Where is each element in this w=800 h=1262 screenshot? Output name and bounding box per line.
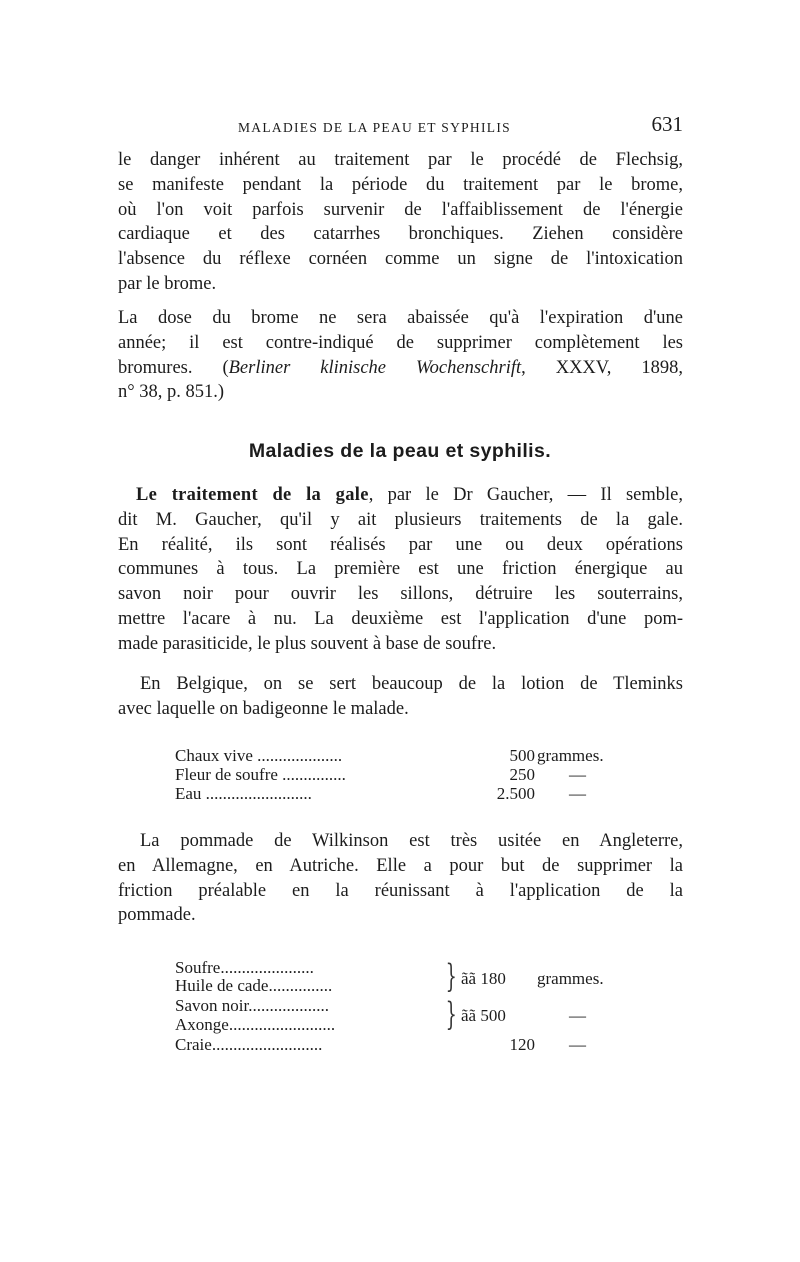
text-line: En Belgique, on se sert beaucoup de la lotion de Tleminks — [140, 674, 683, 694]
ingredient-unit: grammes. — [537, 746, 604, 765]
runin-rest: , par le Dr Gaucher, — Il semble, — [368, 485, 683, 505]
ingredient-amount: ãã 500 — [461, 1006, 506, 1025]
paragraph-belgium-lotion — [118, 672, 683, 722]
text-line: le danger inhérent au traitement par le procédé de Flechsig, — [118, 150, 683, 170]
ingredient-name: Craie.......................... — [175, 1035, 323, 1054]
recipe-wilkinson-ointment — [175, 958, 645, 1058]
ingredient-name: Eau ......................... — [175, 784, 312, 803]
ingredient-amount: 2.500 — [496, 784, 535, 803]
recipe-tleminks-lotion — [175, 746, 645, 816]
text-line: se manifeste pendant la période du traitement par le brome, — [118, 174, 683, 195]
citation-prefix: bromures. ( — [118, 357, 229, 378]
text-line: La pommade de Wilkinson est très usitée en Angleterre, — [140, 831, 683, 851]
text-line: friction préalable en la réunissant à l'application de la — [118, 880, 683, 901]
paragraph-scabies-treatment — [118, 483, 683, 657]
ingredient-amount: 250 — [509, 765, 535, 784]
ingredient-unit: — — [569, 1006, 586, 1025]
text-line: en Allemagne, en Autriche. Elle a pour but de supprimer la — [118, 855, 683, 876]
ingredient-amount: 120 — [509, 1035, 535, 1054]
ingredient-amount: 500 — [509, 746, 535, 765]
text-line: La dose du brome ne sera abaissée qu'à l'expiration d'une — [118, 308, 683, 328]
text-line — [118, 483, 683, 508]
text-line: dit M. Gaucher, qu'il y ait plusieurs traitements de la gale. — [118, 509, 683, 530]
ingredient-name: Huile de cade............... — [175, 976, 333, 995]
ingredient-unit: — — [569, 1035, 586, 1054]
running-title: MALADIES DE LA PEAU ET SYPHILIS — [238, 120, 511, 135]
text-line: l'absence du réflexe cornéen comme un signe de l'intoxication — [118, 249, 683, 270]
running-head — [118, 112, 683, 142]
text-line: pommade. — [118, 905, 196, 926]
text-line: avec laquelle on badigeonne le malade. — [118, 698, 409, 719]
ingredient-unit: grammes. — [537, 969, 604, 988]
ingredient-unit: — — [569, 784, 586, 803]
page-number: 631 — [651, 112, 683, 136]
paragraph-bromide-dose — [118, 306, 683, 405]
text-line: cardiaque et des catarrhes bronchiques. Ziehen considère — [118, 224, 683, 245]
paragraph-wilkinson-ointment — [118, 829, 683, 928]
section-heading: Maladies de la peau et syphilis. — [248, 440, 552, 462]
ingredient-name: Fleur de soufre ............... — [175, 765, 346, 784]
brace-glyph: } — [445, 957, 457, 995]
text-line: année; il est contre-indiqué de supprimer complètement les — [118, 332, 683, 353]
ingredient-unit: — — [569, 765, 586, 784]
text-line: En réalité, ils sont réalisés par une ou deux opérations — [118, 534, 683, 555]
text-line-citation — [118, 356, 683, 381]
ingredient-name: Savon noir................... — [175, 996, 329, 1015]
text-line: par le brome. — [118, 273, 217, 294]
ingredient-name: Soufre...................... — [175, 958, 314, 977]
citation-volume: , XXXV, 1898, — [521, 357, 683, 378]
ingredient-amount: ãã 180 — [461, 969, 506, 988]
text-line: made parasiticide, le plus souvent à base de soufre. — [118, 633, 497, 654]
brace-glyph: } — [445, 995, 457, 1033]
runin-title: Le traitement de la gale — [136, 485, 369, 505]
text-line: communes à tous. La première est une friction énergique au — [118, 559, 683, 580]
text-line: mettre l'acare à nu. La deuxième est l'application d'une pom- — [118, 608, 683, 629]
text-line: où l'on voit parfois survenir de l'affaiblissement de l'énergie — [118, 199, 683, 220]
journal-title: Berliner klinische Wochenschrift — [228, 357, 522, 378]
paragraph-bromide-danger — [118, 148, 683, 297]
text-line: n° 38, p. 851.) — [118, 382, 225, 403]
ingredient-name: Axonge......................... — [175, 1015, 336, 1034]
text-line: savon noir pour ouvrir les sillons, détruire les souterrains, — [118, 584, 683, 605]
ingredient-name: Chaux vive .................... — [175, 746, 343, 765]
